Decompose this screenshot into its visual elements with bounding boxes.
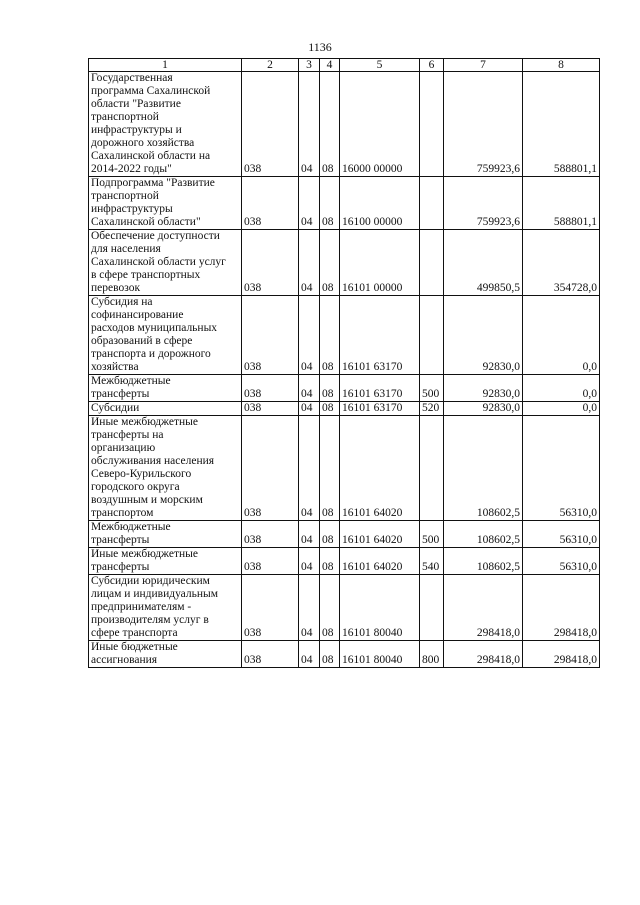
expense-type-cell: 520	[420, 402, 444, 416]
table-row	[89, 177, 600, 230]
subsection-code-cell: 08	[320, 575, 340, 641]
column-header: 5	[340, 59, 420, 72]
target-article-cell: 16000 00000	[340, 72, 420, 177]
amount-col7-cell: 92830,0	[444, 375, 523, 402]
row-name-cell: Субсидии юридическим лицам и индивидуальным предпринимателям - производителям услуг в сфере транспорта	[89, 575, 242, 641]
amount-col7-cell: 298418,0	[444, 575, 523, 641]
admin-code-cell: 038	[242, 416, 299, 521]
target-article-cell: 16101 64020	[340, 416, 420, 521]
column-header: 4	[320, 59, 340, 72]
table-row	[89, 641, 600, 668]
subsection-code-cell: 08	[320, 416, 340, 521]
target-article-cell: 16101 64020	[340, 521, 420, 548]
section-code-cell: 04	[299, 230, 320, 296]
amount-col8-cell: 588801,1	[523, 177, 600, 230]
admin-code-cell: 038	[242, 177, 299, 230]
expense-type-cell: 540	[420, 548, 444, 575]
section-code-cell: 04	[299, 296, 320, 375]
amount-col8-cell: 354728,0	[523, 230, 600, 296]
section-code-cell: 04	[299, 177, 320, 230]
row-name-cell: Субсидии	[89, 402, 242, 416]
page-number: 1136	[308, 40, 332, 54]
column-header: 8	[523, 59, 600, 72]
expense-type-cell	[420, 575, 444, 641]
row-name-cell: Обеспечение доступности для населения Сахалинской области услуг в сфере транспортных перевозок	[89, 230, 242, 296]
subsection-code-cell: 08	[320, 296, 340, 375]
amount-col8-cell: 0,0	[523, 402, 600, 416]
admin-code-cell: 038	[242, 375, 299, 402]
expense-type-cell: 500	[420, 521, 444, 548]
amount-col8-cell: 56310,0	[523, 548, 600, 575]
subsection-code-cell: 08	[320, 177, 340, 230]
admin-code-cell: 038	[242, 641, 299, 668]
row-name-cell: Государственная программа Сахалинской области "Развитие транспортной инфраструктуры и дорожного хозяйства Сахалинской области на 2014-2022 годы"	[89, 72, 242, 177]
admin-code-cell: 038	[242, 402, 299, 416]
row-name-cell: Межбюджетные трансферты	[89, 521, 242, 548]
section-code-cell: 04	[299, 575, 320, 641]
target-article-cell: 16101 63170	[340, 375, 420, 402]
section-code-cell: 04	[299, 641, 320, 668]
target-article-cell: 16101 63170	[340, 296, 420, 375]
subsection-code-cell: 08	[320, 375, 340, 402]
table-row	[89, 521, 600, 548]
column-header: 2	[242, 59, 299, 72]
row-name-cell: Иные межбюджетные трансферты	[89, 548, 242, 575]
section-code-cell: 04	[299, 402, 320, 416]
section-code-cell: 04	[299, 548, 320, 575]
table-row	[89, 375, 600, 402]
amount-col7-cell: 759923,6	[444, 72, 523, 177]
amount-col7-cell: 108602,5	[444, 548, 523, 575]
table-row	[89, 296, 600, 375]
table-row	[89, 416, 600, 521]
row-name-cell: Межбюджетные трансферты	[89, 375, 242, 402]
target-article-cell: 16101 80040	[340, 575, 420, 641]
subsection-code-cell: 08	[320, 548, 340, 575]
expense-type-cell	[420, 177, 444, 230]
section-code-cell: 04	[299, 72, 320, 177]
header-row	[89, 59, 600, 72]
table-row	[89, 402, 600, 416]
amount-col7-cell: 298418,0	[444, 641, 523, 668]
section-code-cell: 04	[299, 521, 320, 548]
section-code-cell: 04	[299, 375, 320, 402]
target-article-cell: 16101 00000	[340, 230, 420, 296]
amount-col8-cell: 0,0	[523, 296, 600, 375]
expense-type-cell: 800	[420, 641, 444, 668]
amount-col8-cell: 588801,1	[523, 72, 600, 177]
amount-col7-cell: 108602,5	[444, 416, 523, 521]
target-article-cell: 16101 80040	[340, 641, 420, 668]
column-header: 3	[299, 59, 320, 72]
table-row	[89, 72, 600, 177]
column-header: 7	[444, 59, 523, 72]
target-article-cell: 16101 64020	[340, 548, 420, 575]
amount-col8-cell: 0,0	[523, 375, 600, 402]
amount-col8-cell: 298418,0	[523, 641, 600, 668]
expense-type-cell	[420, 230, 444, 296]
table-row	[89, 575, 600, 641]
admin-code-cell: 038	[242, 296, 299, 375]
admin-code-cell: 038	[242, 230, 299, 296]
expense-type-cell: 500	[420, 375, 444, 402]
row-name-cell: Подпрограмма "Развитие транспортной инфраструктуры Сахалинской области"	[89, 177, 242, 230]
amount-col7-cell: 759923,6	[444, 177, 523, 230]
admin-code-cell: 038	[242, 548, 299, 575]
row-name-cell: Субсидия на софинансирование расходов муниципальных образований в сфере транспорта и дорожного хозяйства	[89, 296, 242, 375]
subsection-code-cell: 08	[320, 230, 340, 296]
table-row	[89, 230, 600, 296]
budget-table	[88, 58, 600, 668]
column-header: 1	[89, 59, 242, 72]
subsection-code-cell: 08	[320, 72, 340, 177]
subsection-code-cell: 08	[320, 521, 340, 548]
expense-type-cell	[420, 72, 444, 177]
row-name-cell: Иные бюджетные ассигнования	[89, 641, 242, 668]
amount-col8-cell: 56310,0	[523, 416, 600, 521]
subsection-code-cell: 08	[320, 402, 340, 416]
target-article-cell: 16101 63170	[340, 402, 420, 416]
row-name-cell: Иные межбюджетные трансферты на организацию обслуживания населения Северо-Курильского городского округа воздушным и морским транспортом	[89, 416, 242, 521]
amount-col8-cell: 298418,0	[523, 575, 600, 641]
expense-type-cell	[420, 296, 444, 375]
target-article-cell: 16100 00000	[340, 177, 420, 230]
table-row	[89, 548, 600, 575]
column-header: 6	[420, 59, 444, 72]
amount-col7-cell: 92830,0	[444, 402, 523, 416]
subsection-code-cell: 08	[320, 641, 340, 668]
expense-type-cell	[420, 416, 444, 521]
section-code-cell: 04	[299, 416, 320, 521]
table-body	[89, 59, 600, 668]
amount-col7-cell: 108602,5	[444, 521, 523, 548]
amount-col8-cell: 56310,0	[523, 521, 600, 548]
admin-code-cell: 038	[242, 521, 299, 548]
admin-code-cell: 038	[242, 575, 299, 641]
amount-col7-cell: 499850,5	[444, 230, 523, 296]
admin-code-cell: 038	[242, 72, 299, 177]
amount-col7-cell: 92830,0	[444, 296, 523, 375]
